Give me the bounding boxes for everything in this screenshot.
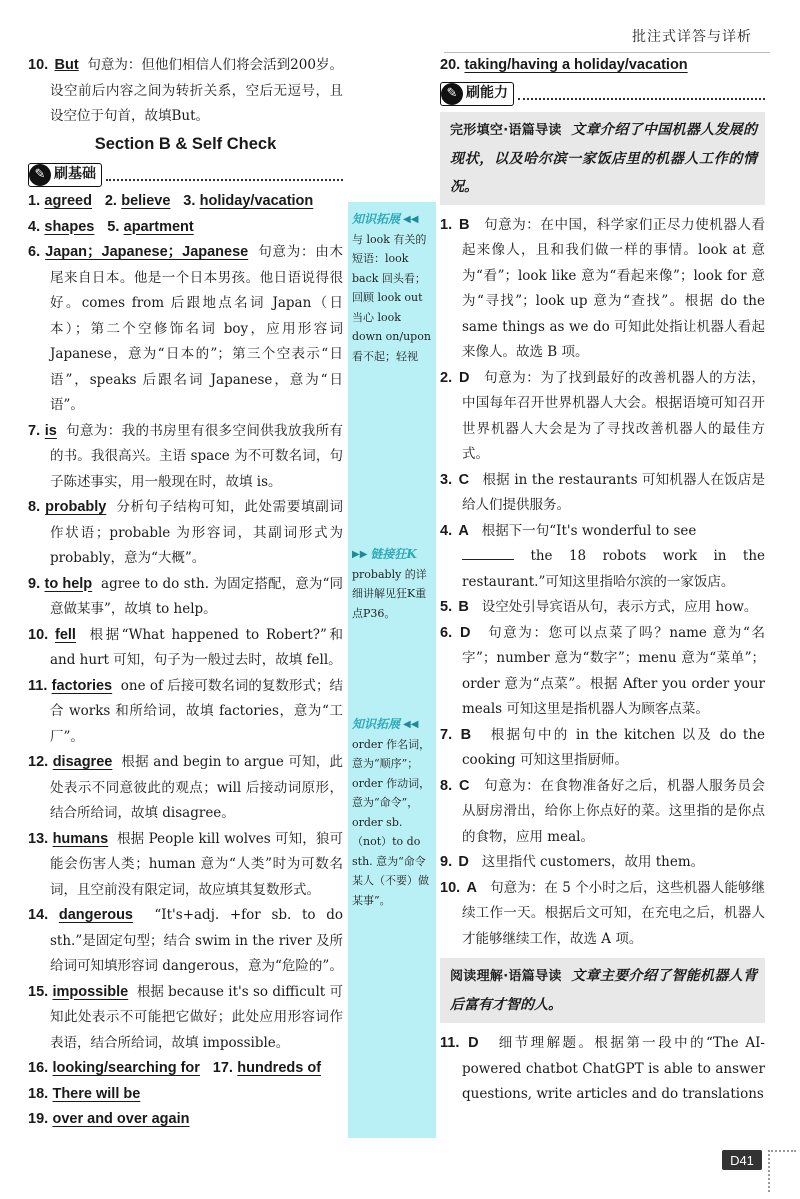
explanation: 根据 because it's so difficult 可知此处表示不可能把它做好；此处应用形容词作表语，结合所给词，故填 impossible。 [50,983,343,1051]
item-number: 7. [28,422,41,439]
answer-text: to help [44,575,93,592]
answer-item [28,827,343,904]
explanation: 根据 in the restaurants 可知机器人在饭店是给人们提供服务。 [462,471,765,513]
answer-text: factories [51,677,113,694]
answer-item: 11. D 细节理解题。根据第一段中的“The AI-powered chatbot ChatGPT is able to answer questions, write articles and do translations [440,1035,765,1102]
explanation: 句意为：在中国，科学家们正尽力使机器人看起来像人，且和我们做一样的事情。look at 意为“看”；look like 意为“看起来像”；look for 意为“寻找”；look up 意为“查找”。根据 do the same things as we do 可知此处指让机器人看起来像人。故选 B 项。 [462,216,766,360]
side-note-link: ▶▶ 链接狂K probably 的详细讲解见狂K重点P36。 [352,545,434,623]
answer-text: fell [55,626,76,643]
item-number: 6. [28,244,41,260]
answer-item [440,468,765,519]
answer-choice: A [466,879,478,896]
item-number: 6. [440,624,453,641]
answer-item [440,723,765,774]
pencil-icon: ✎ [441,83,463,105]
explanation: 句意为：由木尾来自日本。他是一个日本男孩。他日语说得很好。comes from 后跟地点名词 Japan（日本）；第二个空修饰名词 boy，应用形容词 Japanese，意为“日本的”；第三个空表示“日语”，speaks 后跟名词 Japanese，意为“日语”。 [50,244,343,413]
side-note-body: 与 look 有关的短语：look back 回头看；回顾 look out 当心 look down on/upon 看不起；轻视 [352,232,431,363]
answer-text: humans [52,830,109,847]
answer-item [28,623,343,674]
answer-item [28,674,343,751]
page-number: D41 [722,1150,762,1170]
item-number: 13. [28,830,49,847]
explanation: 句意为：为了找到最好的改善机器人的方法，中国每年召开世界机器人大会。根据语境可知召开世界机器人大会是为了寻找改善机器人的最佳方式。 [462,369,766,462]
section-title: Section B & Self Check [94,134,277,153]
item-number: 10. [28,626,49,643]
dotted-divider [518,88,765,100]
arrow-left-icon: ◀◀ [403,719,419,730]
answer-row: 1. agreed 2. believe 3. holiday/vacation [28,193,314,209]
answer-text: impossible [52,983,129,1000]
right-item-list [440,213,765,953]
item-number: 10. [440,879,461,896]
answer-row: 19. over and over again [28,1111,190,1127]
explanation: 这里指代 customers，故用 them。 [481,854,705,870]
explanation: 细节理解题。根据第一段中的“The AI-powered chatbot ChatGPT is able to answer questions, write articles and do translations [462,1035,765,1102]
answer-text: But [54,57,79,73]
answer-item [440,595,765,621]
left-column [28,53,343,1133]
answer-item [28,572,343,623]
passage-guide: 阅读理解·语篇导读 文章主要介绍了智能机器人背后富有才智的人。 [440,958,765,1023]
answer-item [28,980,343,1057]
item-number: 3. [440,471,453,488]
item-number: 8. [440,777,453,794]
right-column [440,53,765,1108]
answer-item [440,774,765,851]
explanation: the 18 robots work in the restaurant.”可知这里指哈尔滨的一家饭店。 [462,548,765,590]
answer-text: disagree [52,754,113,770]
item-number: 2. [440,369,453,386]
answer-item [28,495,343,572]
explanation: “It's+adj. +for sb. to do sth.”是固定句型；结合 swim in the river 及所给词可知填形容词 dangerous，意为“危险的”。 [50,907,344,974]
pencil-icon: ✎ [29,164,51,186]
item-number: 11. [28,677,48,694]
explanation: 句意为：在食物准备好之后，机器人服务员会从厨房滑出，给你上你点好的菜。这里指的是你点的食物，应用 meal。 [462,777,766,845]
explanation: 根据句中的 in the kitchen 以及 do the cooking 可知这里指厨师。 [462,726,766,768]
answer-text: dangerous [58,907,133,923]
answer-item [28,419,343,496]
answer-choice: D [468,1035,479,1051]
answer-text: Japan；Japanese；Japanese [45,244,249,260]
side-note-body: probably 的详细讲解见狂K重点P36。 [352,567,427,620]
side-note-order: 知识拓展 ◀◀ order 作名词，意为“顺序”；order 作动词，意为“命令”，order sb.（not）to do sth. 意为“命令某人（不要）做某事”。 [352,715,434,910]
explanation: 根据 People kill wolves 可知，狼可能会伤害人类；human 意为“人类”时为可数名词，且空前没有限定词，故应填其复数形式。 [50,830,343,898]
item-number: 12. [28,754,49,770]
answer-item [440,850,765,876]
item-number: 15. [28,983,49,1000]
answer-choice: D [460,624,471,641]
explanation: one of 后接可数名词的复数形式；结合 works 和所给词，故填 factories，意为“工厂”。 [50,677,343,745]
answer-item [440,876,765,953]
answer-item [440,213,765,366]
arrow-right-icon: ▶▶ [352,549,368,560]
answer-choice: B [458,599,469,615]
explanation: 句意为：但他们相信人们将会活到200岁。设空前后内容之间为转折关系，空后无逗号，且设空位于句首，故填But。 [50,57,343,124]
explanation: 根据下一句“It's wonderful to see [481,522,697,539]
item-number: 1. [440,216,453,233]
passage-guide: 完形填空·语篇导读 文章介绍了中国机器人发展的现状，以及哈尔滨一家饭店里的机器人工作的情况。 [440,112,765,205]
answer-choice: D [458,369,470,386]
answer-item: 10. But 句意为：但他们相信人们将会活到200岁。设空前后内容之间为转折关系，空后无逗号，且设空位于句首，故填But。 [28,57,343,124]
page-corner-decoration [768,1150,796,1192]
item-number: 9. [28,575,41,592]
answer-row: 20. taking/having a holiday/vacation [440,57,688,73]
section-badge: ✎ 刷能力 [440,82,765,106]
arrow-left-icon: ◀◀ [403,214,419,225]
explanation: 设空处引导宾语从句，表示方式，应用 how。 [481,599,758,615]
answer-item [28,903,343,980]
answer-item [440,366,765,468]
left-item-list [28,240,343,1056]
explanation: 句意为：在 5 个小时之后，这些机器人能够继续工作一天。根据后文可知，在充电之后，机器人才能够继续工作，故选 A 项。 [462,879,765,947]
item-number: 8. [28,499,41,515]
answer-choice: C [458,777,470,794]
item-number: 9. [440,854,453,870]
item-number: 14. [28,907,49,923]
explanation: 句意为：您可以点菜了吗？name 意为“名字”；number 意为“数字”；menu 意为“菜单”；order 意为“点菜”。根据 After you order your meals 可知这里是指机器人为顾客点菜。 [462,624,766,717]
answer-item [440,519,765,596]
answer-item [28,240,343,419]
answer-choice: B [458,216,470,233]
item-number: 4. [440,522,453,539]
answer-text: is [44,422,57,439]
answer-choice: A [458,522,469,539]
answer-choice: D [458,854,469,870]
answer-choice: C [458,471,470,488]
answer-choice: B [460,726,472,743]
answer-row: 4. shapes 5. apartment [28,218,194,235]
answer-item [440,621,765,723]
answer-row: 18. There will be [28,1085,141,1102]
answer-item [28,750,343,827]
explanation: 根据 and begin to argue 可知，此处表示不同意彼此的观点；will 后接动词原形，结合所给词，故填 disagree。 [50,754,343,821]
explanation: 根据“What happened to Robert?”和 and hurt 可知，句子为一般过去时，故填 fell。 [50,626,343,668]
answer-text: probably [45,499,107,515]
side-note-phrases: 知识拓展 ◀◀ 与 look 有关的短语：look back 回头看；回顾 look out 当心 look down on/upon 看不起；轻视 [352,210,434,366]
explanation: 分析句子结构可知，此处需要填副词作状语；probable 为形容词，其副词形式为 probably，意为“大概”。 [50,499,344,566]
side-note-body: order 作名词，意为“顺序”；order 作动词，意为“命令”，order sb.（not）to do sth. 意为“命令某人（不要）做某事”。 [352,737,431,907]
answer-row: 16. looking/searching for 17. hundreds of [28,1060,322,1076]
explanation: 句意为：我的书房里有很多空间供我放我所有的书。我很高兴。主语 space 为不可数名词，句子陈述事实，用一般现在时，故填 is。 [50,422,343,490]
section-badge: ✎ 刷基础 [28,163,343,187]
dotted-divider [106,169,343,181]
explanation: agree to do sth. 为固定搭配，意为“同意做某事”，故填 to help。 [50,575,343,617]
item-number: 7. [440,726,453,743]
blank-line [462,547,514,560]
item-number: 5. [440,599,453,615]
header-title: 批注式详答与详析 [632,29,752,45]
